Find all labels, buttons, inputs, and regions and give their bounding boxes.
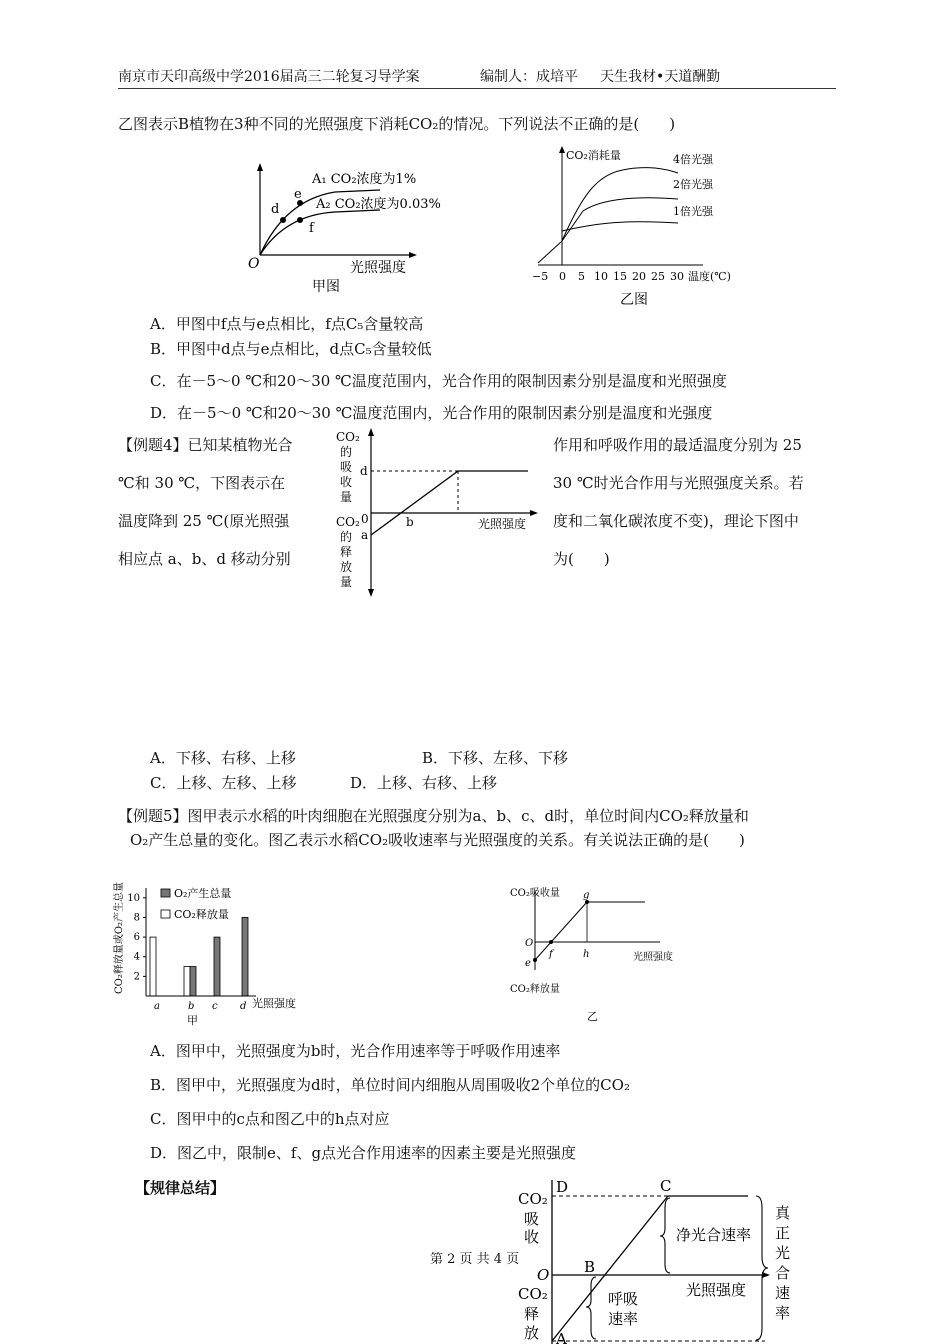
q4-right-line: 作用和呼吸作用的最适温度分别为 25 xyxy=(553,436,802,454)
q5-chart-jia xyxy=(106,858,316,1030)
q4-left-line: 【例题4】已知某植物光合 xyxy=(118,436,293,454)
jia-pt-f: f xyxy=(309,221,314,236)
sum-resp-0: 呼吸 xyxy=(608,1290,639,1308)
jia-ytick-label: 8 xyxy=(133,912,140,924)
q4-right-line: 度和二氧化碳浓度不变)，理论下图中 xyxy=(553,512,799,530)
q4-option-a: A．下移、右移、上移 xyxy=(150,749,296,767)
q4-ytop-3: 收 xyxy=(340,475,353,489)
yi5-pt-f: f xyxy=(549,949,553,960)
sum-ytop-2: 收 xyxy=(524,1228,540,1246)
jia-category-label: c xyxy=(212,1001,218,1012)
jia-ylabel: CO₂释放量或O₂产生总量 xyxy=(114,881,125,994)
jia-ytick-label: 4 xyxy=(133,951,140,963)
summary-title: 【规律总结】 xyxy=(135,1179,226,1197)
sum-pt-b: B xyxy=(584,1258,596,1276)
header-motto: 天生我材•天道酬勤 xyxy=(600,69,721,85)
yi-tick-m5: −5 xyxy=(532,270,549,283)
jia-xlabel: 光照强度 xyxy=(252,997,296,1010)
q4-ytop-1: 的 xyxy=(340,445,353,459)
yi-caption: 乙图 xyxy=(620,292,648,308)
sum-pt-c: C xyxy=(660,1177,672,1195)
q4-right-line: 为( ) xyxy=(553,550,610,568)
q3-option-c: C．在－5～0 ℃和20～30 ℃温度范围内，光合作用的限制因素分别是温度和光照强度 xyxy=(150,372,727,390)
yi-tick-25: 25 xyxy=(651,270,665,283)
jia-bar-co2 xyxy=(184,967,190,996)
sum-pt-a: A xyxy=(556,1330,567,1344)
yi-xlabel: 温度(℃) xyxy=(688,270,731,283)
yi-tick-10: 10 xyxy=(594,270,608,283)
yi-tick-30: 30 xyxy=(670,270,684,283)
sum-true-3: 合 xyxy=(775,1264,791,1282)
jia-caption: 甲 xyxy=(187,1014,198,1027)
jia-caption: 甲图 xyxy=(312,279,340,295)
q5-option-d: D．图乙中，限制e、f、g点光合作用速率的因素主要是光照强度 xyxy=(150,1144,577,1162)
yi-series-1x: 1倍光强 xyxy=(673,205,713,218)
q3-option-b: B．甲图中d点与e点相比，d点C₅含量较低 xyxy=(150,340,432,358)
yi-series-4x: 4倍光强 xyxy=(673,153,713,166)
q4-left-line: ℃和 30 ℃，下图表示在 xyxy=(118,474,286,492)
sum-xlabel: 光照强度 xyxy=(686,1281,747,1299)
q4-ybot-2: 释 xyxy=(340,545,353,559)
jia-category-label: b xyxy=(188,1001,195,1012)
jia-pt-d: d xyxy=(271,202,280,217)
q5-stem-line1: 【例题5】图甲表示水稻的叶肉细胞在光照强度分别为a、b、c、d时，单位时间内CO₂释放量和 xyxy=(118,807,749,825)
q4-ybot-0: CO₂ xyxy=(336,515,360,529)
jia-bar-o2 xyxy=(190,967,196,996)
sum-net: 净光合速率 xyxy=(676,1226,752,1244)
q4-ytop-4: 量 xyxy=(340,490,353,504)
sum-ybot-2: 放 xyxy=(524,1324,540,1342)
q4-option-c: C．上移、左移、上移 xyxy=(150,774,297,792)
q4-pt-a: a xyxy=(361,528,369,542)
jia-bar-o2 xyxy=(214,937,220,996)
yi5-caption: 乙 xyxy=(587,1010,598,1023)
jia-ytick-label: 2 xyxy=(133,971,140,983)
sum-true-1: 正 xyxy=(775,1224,791,1242)
q4-option-d: D．上移、右移、上移 xyxy=(350,774,498,792)
q4-ytop-0: CO₂ xyxy=(336,430,360,444)
sum-origin: O xyxy=(537,1266,550,1284)
q5-option-a: A．图甲中，光照强度为b时，光合作用速率等于呼吸作用速率 xyxy=(150,1042,561,1060)
sum-ytop-0: CO₂ xyxy=(518,1190,548,1208)
jia-legend-o2: O₂产生总量 xyxy=(174,887,232,900)
jia-bar-o2 xyxy=(242,917,248,996)
yi-tick-20: 20 xyxy=(632,270,646,283)
q5-option-c: C．图甲中的c点和图乙中的h点对应 xyxy=(150,1110,390,1128)
q3-figure-jia xyxy=(240,160,470,300)
q5-figure-yi xyxy=(505,880,705,1025)
q4-origin: 0 xyxy=(361,512,369,526)
yi5-ylabel-top: CO₂吸收量 xyxy=(510,888,560,899)
q4-left-text xyxy=(118,426,293,578)
yi5-ylabel-bottom: CO₂释放量 xyxy=(510,984,560,995)
jia-category-label: a xyxy=(154,1001,160,1012)
jia-origin: O xyxy=(248,256,260,272)
q4-right-line: 30 ℃时光合作用与光照强度关系。若 xyxy=(553,474,804,492)
q3-option-d: D．在－5～0 ℃和20～30 ℃温度范围内，光合作用的限制因素分别是温度和光强度 xyxy=(150,404,713,422)
jia-xlabel: 光照强度 xyxy=(350,260,406,276)
q4-ybot-1: 的 xyxy=(340,530,353,544)
sum-true-0: 真 xyxy=(775,1204,791,1222)
summary-figure xyxy=(510,1176,810,1344)
jia-ytick-label: 6 xyxy=(133,932,140,944)
yi5-pt-e: e xyxy=(525,958,531,969)
yi5-origin: O xyxy=(525,938,534,949)
jia-pt-e: e xyxy=(294,187,302,202)
sum-ybot-1: 释 xyxy=(524,1305,540,1323)
jia-curve-a1: A₁ CO₂浓度为1% xyxy=(312,172,417,187)
header-school: 南京市天印高级中学2016届高三二轮复习导学案 xyxy=(118,69,420,85)
sum-true-4: 速 xyxy=(775,1284,791,1302)
q3-option-a: A．甲图中f点与e点相比，f点C₅含量较高 xyxy=(150,315,424,333)
yi5-pt-h: h xyxy=(583,949,590,960)
yi-tick-5: 5 xyxy=(578,270,585,283)
q4-option-b: B．下移、左移、下移 xyxy=(422,749,569,767)
page-footer: 第 2 页 共 4 页 xyxy=(430,1252,520,1267)
jia-legend-co2: CO₂释放量 xyxy=(174,908,229,921)
q3-figure-yi xyxy=(528,143,768,313)
page-header xyxy=(118,66,836,89)
sum-pt-d: D xyxy=(556,1178,569,1196)
sum-true-2: 光 xyxy=(775,1244,791,1262)
q3-stem: 乙图表示B植物在3种不同的光照强度下消耗CO₂的情况。下列说法不正确的是( ) xyxy=(118,115,676,133)
yi-series-2x: 2倍光强 xyxy=(673,178,713,191)
yi5-pt-g: g xyxy=(583,890,590,901)
jia-category-label: d xyxy=(240,1001,247,1012)
header-editor: 编制人：成培平 xyxy=(480,69,578,85)
q4-figure xyxy=(328,425,538,600)
q4-right-text xyxy=(553,426,804,578)
q4-left-line: 温度降到 25 ℃(原光照强 xyxy=(118,512,290,530)
q5-option-b: B．图甲中，光照强度为d时，单位时间内细胞从周围吸收2个单位的CO₂ xyxy=(150,1076,630,1094)
q5-stem-line2: O₂产生总量的变化。图乙表示水稻CO₂吸收速率与光照强度的关系。有关说法正确的是( ) xyxy=(130,831,745,849)
yi5-xlabel: 光照强度 xyxy=(633,952,673,963)
q4-xlabel: 光照强度 xyxy=(478,517,527,531)
q4-left-line: 相应点 a、b、d 移动分别 xyxy=(118,550,291,568)
sum-ybot-0: CO₂ xyxy=(518,1285,548,1303)
yi-ylabel: CO₂消耗量 xyxy=(566,149,621,162)
jia-bar-co2 xyxy=(150,937,156,996)
q4-pt-b: b xyxy=(406,515,414,529)
yi-tick-15: 15 xyxy=(613,270,627,283)
sum-true-5: 率 xyxy=(775,1304,791,1322)
q4-ybot-3: 放 xyxy=(340,560,353,574)
jia-curve-a2: A₂ CO₂浓度为0.03% xyxy=(316,197,441,212)
q4-ytop-2: 吸 xyxy=(340,460,353,474)
yi-tick-0: 0 xyxy=(559,270,566,283)
q4-pt-d: d xyxy=(360,464,368,478)
sum-resp-1: 速率 xyxy=(608,1310,639,1328)
q4-ybot-4: 量 xyxy=(340,575,353,589)
sum-ytop-1: 吸 xyxy=(524,1210,540,1228)
jia-ytick-label: 10 xyxy=(127,892,140,904)
